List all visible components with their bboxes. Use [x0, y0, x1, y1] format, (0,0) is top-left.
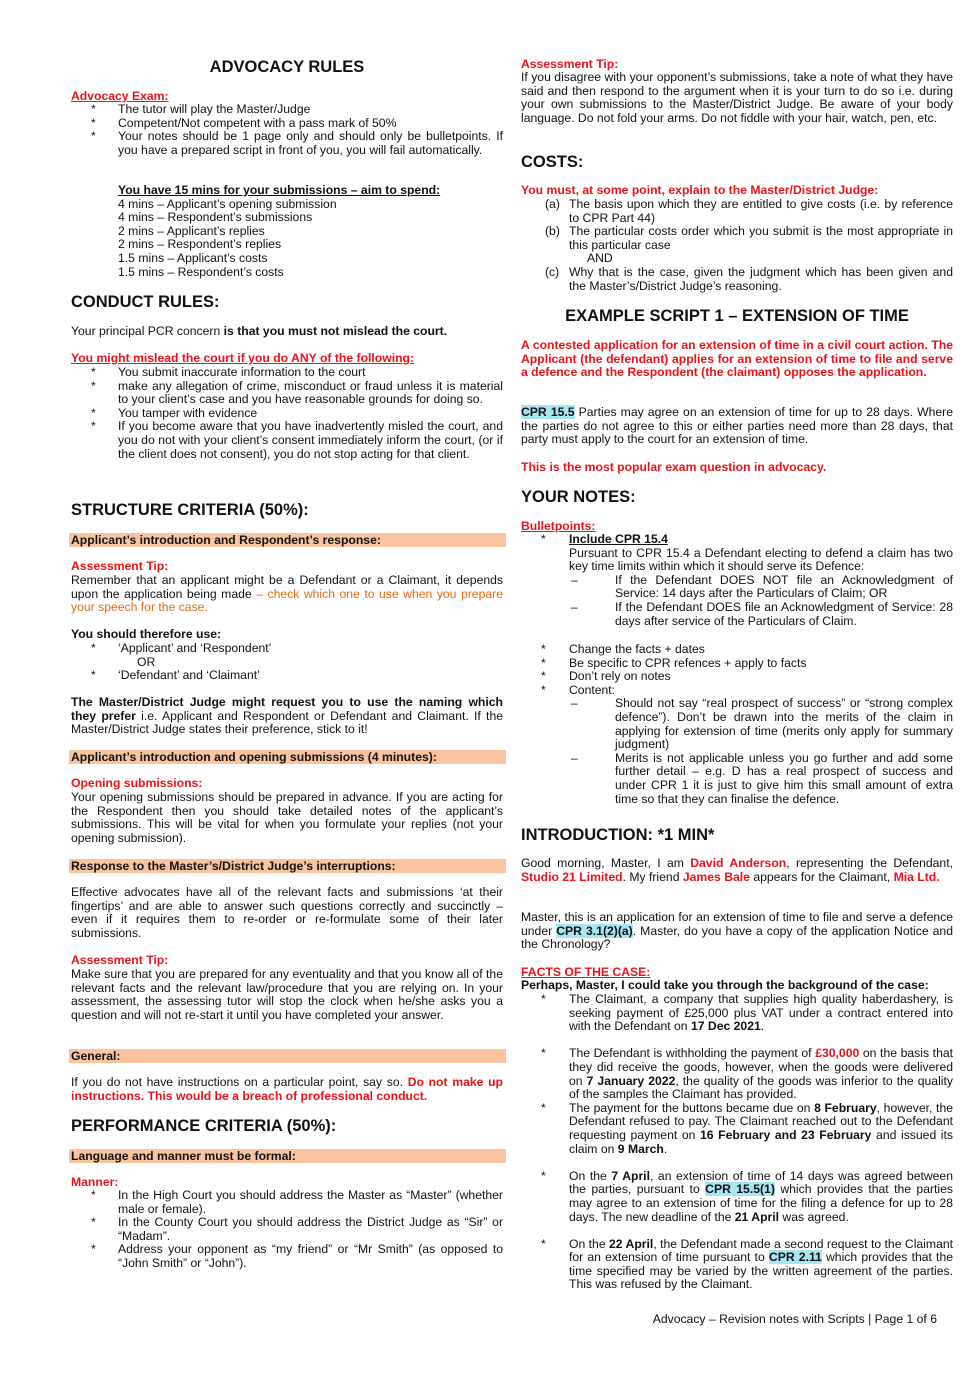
- mislead-list: [71, 366, 503, 461]
- text-segment: Parties may agree on an extension of time for up to 28 days. Where the parties do not agree to this or either parties need more than 28 days, that party must apply to the court for an extension of time.: [521, 405, 953, 447]
- time-item: 2 mins – Respondent’s replies: [118, 237, 282, 252]
- list-item: [71, 420, 503, 461]
- list-item-text: In the County Court you should address the District Judge as “Sir” or “Madam”.: [118, 1215, 503, 1243]
- sub-list: [569, 574, 953, 628]
- text-segment: Do not make up instructions. This would be a breach of professional conduct.: [71, 1075, 503, 1103]
- assessment-tip-text-2: Make sure that you are prepared for any eventuality and that you know all of the relevant facts and the relevant law/procedure that you are relying on. In your assessment, the assessing tutor will stop the clock when he/she asks you a question and will not re-start it until you have completed your answer.: [71, 967, 503, 1022]
- bullet-marker: *: [541, 642, 546, 656]
- notes-heading: YOUR NOTES:: [521, 488, 636, 506]
- list-item-text: Your notes should be 1 page only and should only be bulletpoints. If you have a prepared script in front of you, you will fail automatically.: [118, 129, 503, 157]
- list-item: [71, 1189, 503, 1216]
- list-item: [521, 993, 953, 1034]
- sub-list: [569, 697, 953, 806]
- list-item: [71, 130, 503, 157]
- list-item-text: If the Defendant DOES NOT file an Acknowledgment of Service: 14 days after the Particulars of Claim; OR: [615, 572, 953, 601]
- costs-intro: You must, at some point, explain to the Master/District Judge:: [521, 183, 879, 197]
- bullet-marker: *: [91, 419, 96, 434]
- list-item: [71, 656, 503, 670]
- text-segment: £30,000: [815, 1046, 860, 1061]
- time-item: 4 mins – Applicant’s opening submission: [118, 196, 337, 211]
- list-item-text: Be specific to CPR refences + apply to facts: [569, 655, 807, 670]
- assessment-tip-heading-2: Assessment Tip:: [71, 953, 169, 967]
- list-item-text: ‘Defendant’ and ‘Claimant’: [118, 668, 260, 683]
- bullet-marker: *: [91, 115, 96, 130]
- text-segment: The Defendant is withholding the payment of: [569, 1046, 816, 1061]
- text-segment: , representing the Defendant,: [786, 856, 953, 870]
- list-item: [569, 697, 953, 751]
- text-segment: was agreed.: [779, 1209, 849, 1224]
- time-item: 1.5 mins – Applicant’s costs: [118, 250, 268, 265]
- text-segment: Mia Ltd.: [893, 869, 940, 884]
- facts-heading: FACTS OF THE CASE:: [521, 965, 651, 979]
- bullet-marker: (b): [545, 224, 560, 239]
- bullet-marker: *: [91, 1215, 96, 1230]
- time-items: [118, 198, 503, 280]
- text-segment: Studio 21 Limited: [521, 869, 623, 884]
- text-segment: On the: [569, 1168, 612, 1183]
- list-item: [521, 670, 953, 684]
- list-item-text: Competent/Not competent with a pass mark of 50%: [118, 115, 397, 130]
- text-segment: CPR 2.11: [768, 1250, 822, 1265]
- popular-question-note: This is the most popular exam question in advocacy.: [521, 460, 827, 474]
- list-item-paragraph: Pursuant to CPR 15.4 a Defendant electing to defend a claim has two key time limits within which it should serve its Defence:: [569, 545, 953, 574]
- list-item: [71, 669, 503, 683]
- bullet-marker: *: [91, 129, 96, 144]
- list-item-text: Content:: [569, 682, 616, 697]
- text-segment: i.e. Applicant and Respondent or Defendant and Claimant. If the Master/District Judge states their preference, stick to it!: [71, 708, 504, 737]
- bullet-marker: *: [541, 669, 546, 684]
- list-item-text: AND: [587, 251, 613, 266]
- bullet-marker: *: [91, 365, 96, 379]
- text-segment: – check which one to use when you prepare your speech for the case.: [71, 586, 503, 615]
- costs-heading: COSTS:: [521, 153, 584, 171]
- list-item: [71, 407, 503, 421]
- text-segment: 8 February: [814, 1100, 877, 1115]
- list-item-text: The tutor will play the Master/Judge: [118, 102, 311, 116]
- bullet-marker: –: [571, 750, 578, 765]
- text-segment: which provides that the time specified may be varied by the written agreement of the parties. This was refused by the Claimant.: [569, 1250, 953, 1292]
- bullet-marker: –: [571, 599, 578, 614]
- bullet-marker: (a): [545, 197, 560, 211]
- bullet-marker: *: [541, 532, 546, 546]
- bullet-marker: *: [541, 992, 546, 1006]
- bullet-marker: *: [91, 668, 96, 683]
- structure-heading: STRUCTURE CRITERIA (50%):: [71, 501, 309, 519]
- list-item-text: You submit inaccurate information to the court: [118, 365, 366, 379]
- section-bar-general: General:: [69, 1049, 506, 1063]
- bullet-marker: *: [91, 405, 96, 420]
- text-segment: The Master/District Judge might request you to use the naming which they prefer: [71, 695, 503, 723]
- list-item: [521, 643, 953, 657]
- list-item: [71, 380, 503, 407]
- text-segment: , the Defendant made a second request to the Claimant for an extension of time pursuant to: [569, 1236, 953, 1265]
- text-segment: which provides that the parties may agree to an extension of time for the filing a defence for up to 28 days. The new deadline of the: [569, 1182, 954, 1224]
- application-text: [521, 911, 953, 952]
- manner-list: [71, 1189, 503, 1271]
- bullet-marker: *: [541, 1168, 546, 1183]
- page-footer: Advocacy – Revision notes with Scripts | Page 1 of 6: [652, 1312, 937, 1326]
- bullet-marker: *: [91, 1188, 96, 1202]
- assessment-tip-text: [71, 574, 503, 615]
- list-item-text: Change the facts + dates: [569, 642, 705, 656]
- list-item: [521, 1047, 953, 1101]
- text-segment: , the quality of the goods was inferior to the quality of the samples the Claimant has provided.: [569, 1073, 953, 1102]
- bullet-marker: (c): [545, 264, 560, 279]
- list-item-text: Don’t rely on notes: [569, 669, 671, 684]
- text-segment: 7 April: [611, 1168, 650, 1183]
- text-segment: on the basis that they did receive the goods, however, when the goods were delivered on: [569, 1046, 954, 1088]
- opening-text: Your opening submissions should be prepared in advance. If you are acting for the Respondent then you should take detailed notes of the applicant’s submissions. This will be vital for when you formulate your replies (not your opening submission).: [71, 790, 503, 845]
- time-item: 2 mins – Applicant’s replies: [118, 223, 265, 238]
- conduct-intro: [71, 325, 503, 339]
- facts-list: [521, 993, 953, 1292]
- list-item-text: If the Defendant DOES file an Acknowledgment of Service: 28 days after service of the Particulars of Claim.: [615, 599, 953, 628]
- list-item: [71, 103, 503, 117]
- list-item-text: [569, 1238, 953, 1292]
- facts-intro: Perhaps, Master, I could take you through the background of the case:: [521, 978, 929, 992]
- introduction-heading: INTRODUCTION: *1 MIN*: [521, 826, 715, 844]
- list-item: [521, 266, 953, 293]
- section-bar-language: Language and manner must be formal:: [69, 1149, 506, 1163]
- introduction-text: [521, 857, 953, 884]
- interruptions-text: Effective advocates have all of the relevant facts and submissions ‘at their fingertips’ and are able to answer such questions correctly and succinctly – even if it requires them to re-order or re-formulate some of their later submissions.: [71, 885, 503, 940]
- list-item: [71, 1243, 503, 1270]
- list-item-text: Merits is not applicable unless you go further and add some further detail – e.g. D has a real prospect of success and under CPR 1 it is just to give him this small amount of extra time so that they can finalise the defence.: [615, 750, 953, 806]
- list-item-text: You tamper with evidence: [118, 405, 258, 420]
- text-segment: , an extension of time of 14 days was agreed between the parties, pursuant to: [569, 1168, 953, 1197]
- text-segment: The payment for the buttons became due on: [569, 1100, 815, 1115]
- list-item: [521, 657, 953, 671]
- text-segment: . My friend: [622, 869, 683, 884]
- text-segment: .: [760, 1019, 765, 1034]
- time-item: 4 mins – Respondent’s submissions: [118, 210, 313, 225]
- bullet-marker: *: [541, 682, 546, 697]
- use-heading: You should therefore use:: [71, 627, 222, 641]
- time-allocation: [71, 184, 503, 279]
- text-segment: 22 April: [609, 1236, 654, 1251]
- list-item: [521, 533, 953, 628]
- text-segment: CPR 15.5(1): [705, 1182, 775, 1197]
- list-item: [71, 1216, 503, 1243]
- text-segment: . Master, do you have a copy of the application Notice and the Chronology?: [521, 923, 953, 952]
- text-segment: The Claimant, a company that supplies high quality haberdashery, is seeking payment of £25,000 plus VAT under a contract entered into with the Defendant on: [569, 992, 953, 1034]
- list-item-text: OR: [137, 654, 156, 669]
- notes-list-2: [521, 643, 953, 806]
- page-title: ADVOCACY RULES: [209, 58, 365, 76]
- list-item: [71, 117, 503, 131]
- text-segment: Your principal PCR concern: [71, 324, 224, 338]
- assessment-tip-text-3: If you disagree with your opponent’s submissions, take a note of what they have said and then respond to the argument when it is your turn to do so i.e. during your own submissions to the Master/District Judge. Be aware of your body language. Do not fold your arms. Do not fiddle with your hair, watch, pen, etc.: [521, 70, 953, 125]
- text-segment: and issued its claim on: [569, 1127, 953, 1156]
- manner-heading: Manner:: [71, 1175, 119, 1189]
- bullet-marker: *: [91, 378, 96, 393]
- list-item: [569, 574, 953, 601]
- text-segment: On the: [569, 1236, 610, 1251]
- list-item: [521, 1238, 953, 1292]
- section-bar-introduction: Applicant’s introduction and Respondent’s response:: [69, 533, 506, 547]
- section-bar-opening: Applicant’s introduction and opening submissions (4 minutes):: [69, 750, 506, 764]
- list-item: [569, 752, 953, 806]
- list-item-text: If you become aware that you have inadvertently misled the court, and you do not with your client’s consent immediately inform the court, (or if the client does not consent), you do not stop acting for that client.: [118, 419, 503, 461]
- bullet-marker: *: [91, 102, 96, 116]
- text-segment: .: [663, 1141, 668, 1156]
- costs-list: [521, 198, 953, 293]
- general-text: [71, 1076, 503, 1103]
- text-segment: If you do not have instructions on a particular point, say so.: [71, 1075, 408, 1089]
- section-bar-interruptions: Response to the Master’s/District Judge’s interruptions:: [69, 859, 506, 873]
- list-item-text: Should not say “real prospect of success” or “strong complex defence”). Don’t be drawn into the merits of the claim in applying for extension of time (merits only apply for summary judgment): [615, 696, 953, 752]
- list-item: [521, 198, 953, 225]
- list-item-text: [569, 993, 953, 1034]
- list-item: [71, 642, 503, 656]
- assessment-tip-heading: Assessment Tip:: [71, 559, 169, 573]
- list-item-text: The particular costs order which you submit is the most appropriate in this particular case: [569, 224, 953, 252]
- list-item-text: The basis upon which they are entitled to give costs (i.e. by reference to CPR Part 44): [569, 197, 953, 225]
- text-segment: Master, this is an application for an extension of time to file and serve a defence under: [521, 910, 953, 938]
- performance-heading: PERFORMANCE CRITERIA (50%):: [71, 1117, 337, 1135]
- bullet-marker: *: [91, 1242, 96, 1257]
- text-segment: Include CPR 15.4: [569, 532, 668, 546]
- text-segment: Remember that an applicant might be a Defendant or a Claimant, it depends upon the application being made: [71, 573, 503, 601]
- list-item: [521, 684, 953, 806]
- bullet-marker: *: [541, 655, 546, 670]
- list-item-text: ‘Applicant’ and ‘Respondent’: [118, 641, 272, 655]
- text-segment: Good morning, Master, I am: [521, 856, 691, 870]
- assessment-tip-heading-3: Assessment Tip:: [521, 57, 619, 71]
- bullet-marker: *: [541, 1236, 546, 1251]
- mislead-heading: You might mislead the court if you do ANY of the following:: [71, 351, 415, 365]
- advocacy-exam-heading: Advocacy Exam:: [71, 89, 169, 103]
- example-heading: EXAMPLE SCRIPT 1 – EXTENSION OF TIME: [565, 307, 909, 325]
- list-item: [521, 225, 953, 252]
- time-item: 1.5 mins – Respondent’s costs: [118, 264, 284, 279]
- bulletpoints-heading: Bulletpoints:: [521, 519, 596, 533]
- bullet-marker: –: [571, 696, 578, 711]
- list-item-text: [569, 533, 953, 547]
- text-segment: David Anderson: [690, 856, 787, 870]
- list-item-text: In the High Court you should address the Master as “Master” (whether male or female).: [118, 1188, 503, 1216]
- text-segment: , however, the Defendant refused to pay. The Claimant reached out to the Defendant requesting payment on: [569, 1100, 953, 1142]
- bullet-marker: *: [91, 641, 96, 655]
- time-heading: You have 15 mins for your submissions – aim to spend:: [118, 183, 441, 197]
- text-segment: CPR 15.5: [521, 405, 575, 419]
- text-segment: 9 March: [617, 1141, 664, 1156]
- notes-list-1: [521, 533, 953, 628]
- list-item-text: [569, 1102, 953, 1156]
- bullet-marker: *: [541, 1046, 546, 1061]
- list-item: [71, 366, 503, 380]
- list-item-text: Address your opponent as “my friend” or “Mr Smith” (as opposed to “John Smith” or “John”).: [118, 1242, 503, 1270]
- text-segment: appears for the Claimant,: [749, 869, 894, 884]
- advocacy-exam-list: [71, 103, 503, 157]
- text-segment: CPR 3.1(2)(a): [556, 923, 633, 938]
- list-item: [521, 252, 953, 266]
- bullet-marker: –: [571, 572, 578, 587]
- list-item: [521, 1170, 953, 1224]
- bullet-marker: *: [541, 1100, 546, 1115]
- example-intro: A contested application for an extension of time in a civil court action. The Applicant (the defendant) applies for an extension of time to file and serve a defence and the Respondent (the claimant) opposes the application.: [521, 338, 953, 380]
- text-segment: 16 February and 23 February: [700, 1127, 872, 1142]
- list-item-text: make any allegation of crime, misconduct or fraud unless it is material to your client’s case and you have reasonable grounds for doing so.: [118, 378, 503, 407]
- text-segment: 21 April: [734, 1209, 780, 1224]
- list-item: [569, 601, 953, 628]
- text-segment: is that you must not mislead the court.: [223, 324, 448, 338]
- list-item-text: Why that is the case, given the judgment which has been given and the Master’s/District Judge’s reasoning.: [569, 264, 953, 293]
- opening-heading: Opening submissions:: [71, 776, 203, 790]
- conduct-heading: CONDUCT RULES:: [71, 293, 220, 311]
- list-item: [521, 1102, 953, 1156]
- naming-text: [71, 696, 503, 737]
- text-segment: 7 January 2022: [586, 1073, 676, 1088]
- list-item-text: [569, 1047, 953, 1101]
- text-segment: 17 Dec 2021: [690, 1019, 761, 1034]
- cpr-15-5-text: [521, 406, 953, 447]
- use-list: [71, 642, 503, 683]
- text-segment: James Bale: [682, 869, 750, 884]
- list-item-text: [569, 1170, 953, 1224]
